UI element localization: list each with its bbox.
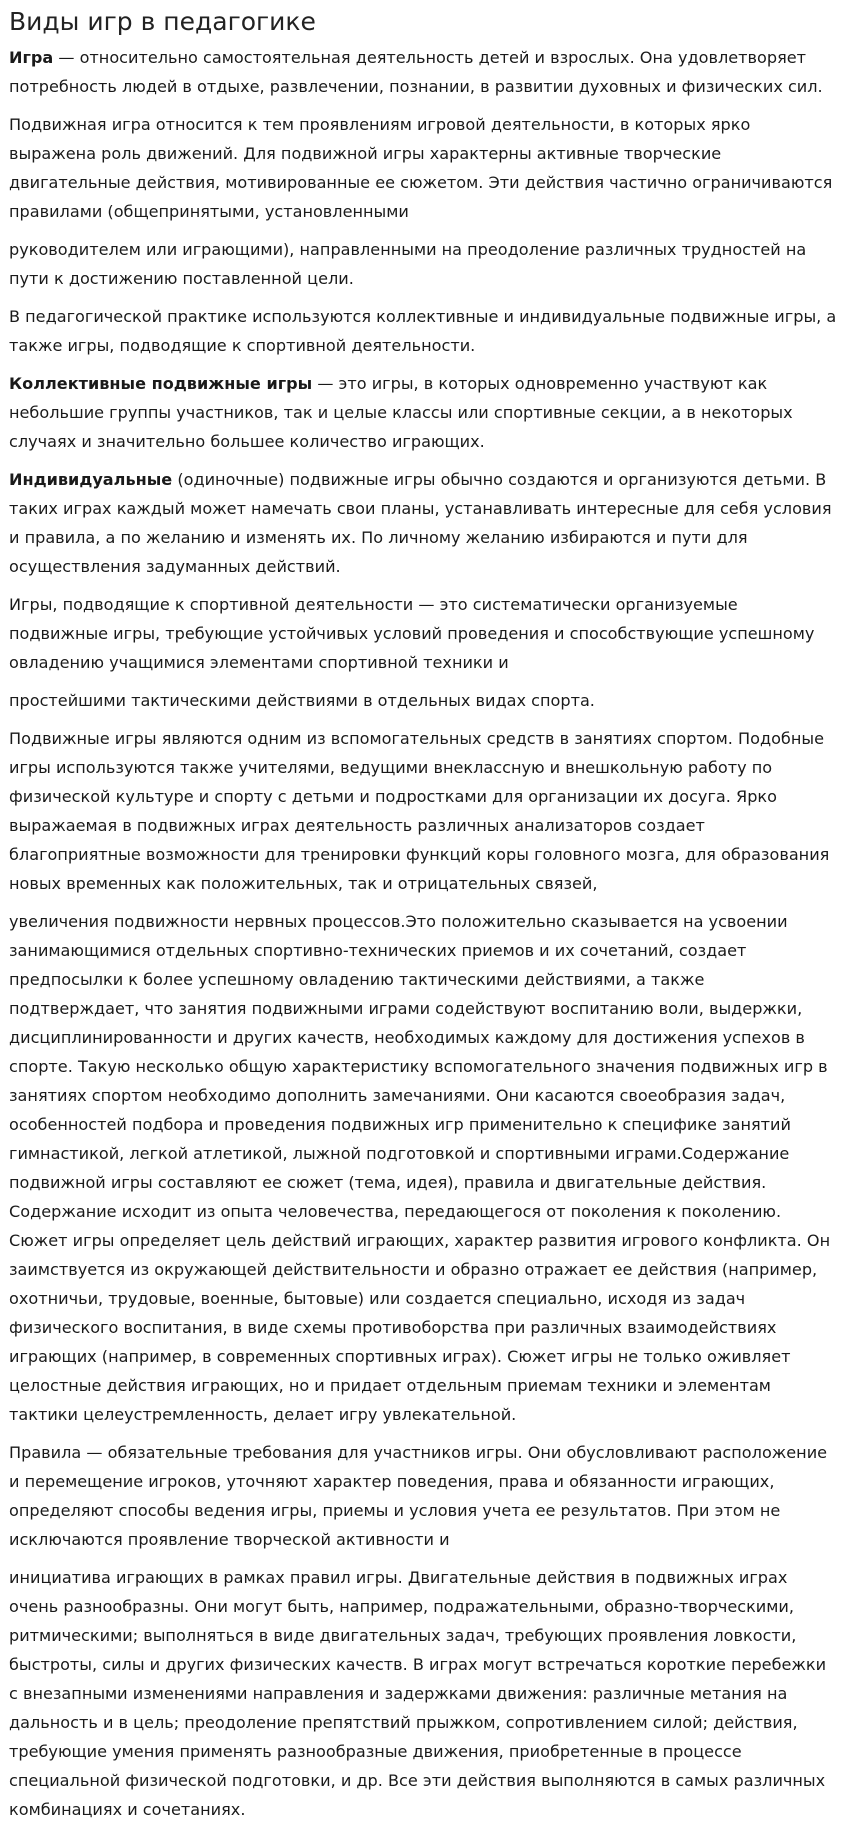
paragraph-8 xyxy=(9,686,838,715)
paragraph-10-text: увеличения подвижности нервных процессов.Это положительно сказывается на усвоении занимающимися отдельных спортивно-технических приемов и их сочетаний, создает предпосылки к более успешному овладению тактическими действиями, а также подтверждает, что занятия подвижными играми содействуют воспитанию воли, выдержки, дисциплинированности и других качеств, необходимых каждому для достижения успехов в спорте. Такую несколько общую характеристику вспомогательного значения подвижных игр в занятиях спортом необходимо дополнить замечаниями. Они касаются своеобразия задач, особенностей подбора и проведения подвижных игр применительно к специфике занятий гимнастикой, легкой атлетикой, лыжной подготовкой и спортивными играми.Содержание подвижной игры составляют ее сюжет (тема, идея), правила и двигательные действия. Содержание исходит из опыта человечества, передающегося от поколения к поколению. Сюжет игры определяет цель действий играющих, характер развития игрового конфликта. Он заимствуется из окружающей действительности и образно отражает ее действия (например, охотничьи, трудовые, военные, бытовые) или создается специально, исходя из задач физического воспитания, в виде схемы противоборства при различных взаимодействиях играющих (например, в современных спортивных играх). Сюжет игры не только оживляет целостные действия играющих, но и придает отдельным приемам техники и элементам тактики целеустремленность, делает игру увлекательной. xyxy=(9,912,831,1424)
paragraph-1-text: — относительно самостоятельная деятельность детей и взрослых. Она удовлетворяет потребность людей в отдыхе, развлечении, познании, в развитии духовных и физических сил. xyxy=(9,48,823,96)
paragraph-1-term: Игра xyxy=(9,48,54,67)
paragraph-1 xyxy=(9,43,838,101)
paragraph-7-text: Игры, подводящие к спортивной деятельности — это систематически организуемые подвижные игры, требующие устойчивых условий проведения и способствующие успешному овладению учащимися элементами спортивной техники и xyxy=(9,595,815,672)
paragraph-2 xyxy=(9,110,838,226)
paragraph-12 xyxy=(9,1563,838,1824)
paragraph-8-text: простейшими тактическими действиями в отдельных видах спорта. xyxy=(9,691,595,710)
document-page xyxy=(0,7,847,1824)
paragraph-2-text: Подвижная игра относится к тем проявлениям игровой деятельности, в которых ярко выражена роль движений. Для подвижной игры характерны активные творческие двигательные действия, мотивированные ее сюжетом. Эти действия частично ограничиваются правилами (общепринятыми, установленными xyxy=(9,115,833,221)
paragraph-11-text: Правила — обязательные требования для участников игры. Они обусловливают расположение и перемещение игроков, уточняют характер поведения, права и обязанности играющих, определяют способы ведения игры, приемы и условия учета ее результатов. При этом не исключаются проявление творческой активности и xyxy=(9,1443,828,1549)
paragraph-5-text: — это игры, в которых одновременно участвуют как небольшие группы участников, так и целые классы или спортивные секции, а в некоторых случаях и значительно большее количество играющих. xyxy=(9,374,793,451)
paragraph-5-term: Коллективные подвижные игры xyxy=(9,374,313,393)
paragraph-7 xyxy=(9,590,838,677)
paragraph-5 xyxy=(9,369,838,456)
paragraph-4-text: В педагогической практике используются коллективные и индивидуальные подвижные игры, а также игры, подводящие к спортивной деятельности. xyxy=(9,307,837,355)
paragraph-10 xyxy=(9,907,838,1429)
paragraph-6-term: Индивидуальные xyxy=(9,470,173,489)
paragraph-6-text: (одиночные) подвижные игры обычно создаются и организуются детьми. В таких играх каждый может намечать свои планы, устанавливать интересные для себя условия и правила, а по желанию и изменять их. По личному желанию избираются и пути для осуществления задуманных действий. xyxy=(9,470,832,576)
page-title: Виды игр в педагогике xyxy=(9,7,316,36)
paragraph-9 xyxy=(9,724,838,898)
paragraph-11 xyxy=(9,1438,838,1554)
paragraph-3 xyxy=(9,235,838,293)
paragraph-3-text: руководителем или играющими), направленными на преодоление различных трудностей на пути к достижению поставленной цели. xyxy=(9,240,807,288)
paragraph-4 xyxy=(9,302,838,360)
paragraph-12-text: инициатива играющих в рамках правил игры. Двигательные действия в подвижных играх очень разнообразны. Они могут быть, например, подражательными, образно-творческими, ритмическими; выполняться в виде двигательных задач, требующих проявления ловкости, быстроты, силы и других физических качеств. В играх могут встречаться короткие перебежки с внезапными изменениями направления и задержками движения: различные метания на дальность и в цель; преодоление препятствий прыжком, сопротивлением силой; действия, требующие умения применять разнообразные движения, приобретенные в процессе специальной физической подготовки, и др. Все эти действия выполняются в самых различных комбинациях и сочетаниях. xyxy=(9,1568,827,1819)
paragraph-6 xyxy=(9,465,838,581)
paragraph-9-text: Подвижные игры являются одним из вспомогательных средств в занятиях спортом. Подобные игры используются также учителями, ведущими внеклассную и внешкольную работу по физической культуре и спорту с детьми и подростками для организации их досуга. Ярко выражаемая в подвижных играх деятельность различных анализаторов создает благоприятные возможности для тренировки функций коры головного мозга, для образования новых временных как положительных, так и отрицательных связей, xyxy=(9,729,830,893)
